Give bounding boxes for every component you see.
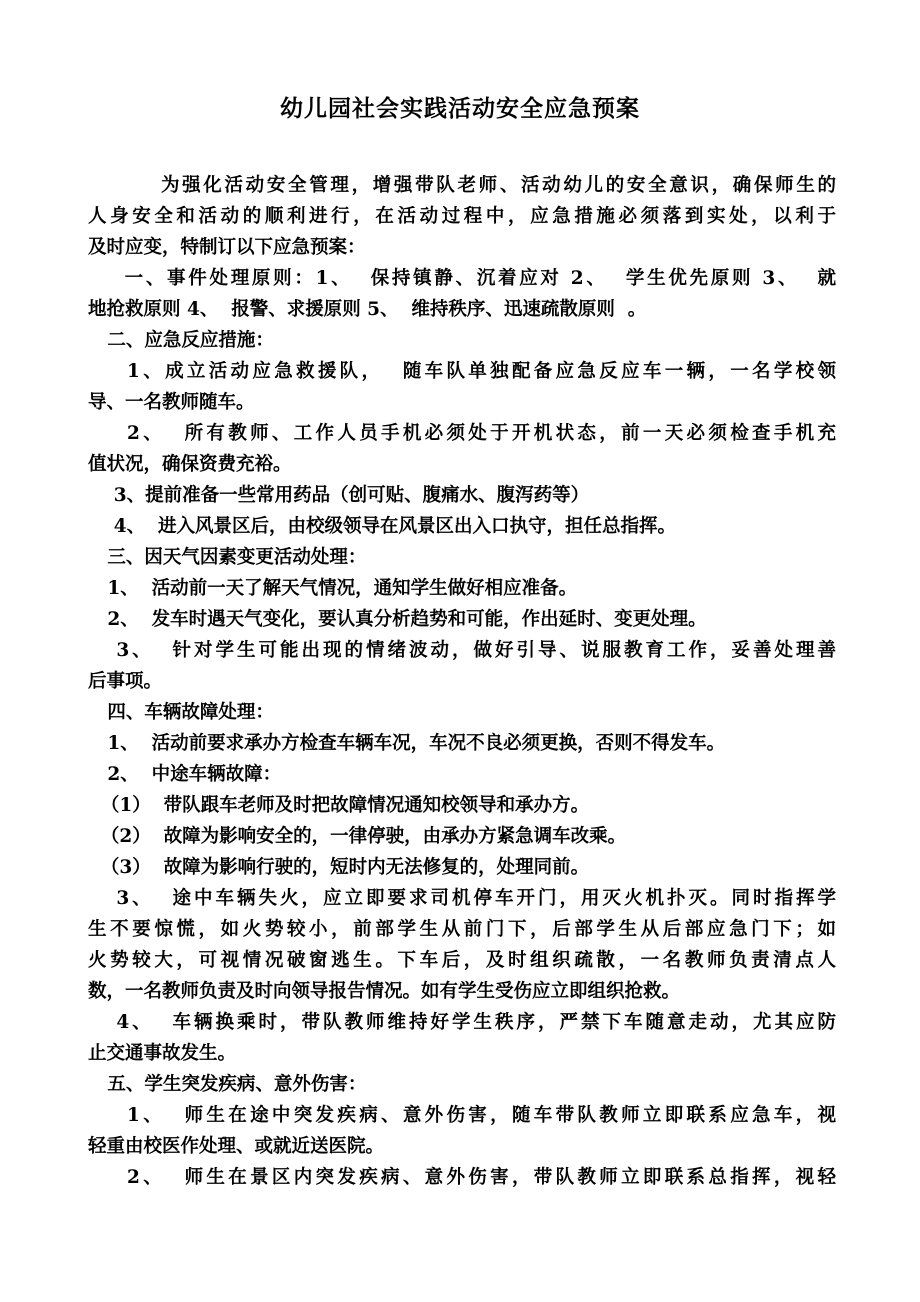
text-line: 后事项。 [88, 671, 163, 692]
text-line: 3、 针对学生可能出现的情绪波动，做好引导、说服教育工作，妥善处理善 [88, 640, 836, 661]
text-line: 止交通事故发生。 [88, 1043, 237, 1064]
text-line: 及时应变，特制订以下应急预案： [88, 237, 366, 258]
text-line: 2、 所有教师、工作人员手机必须处于开机状态，前一天必须检查手机充 [88, 423, 836, 444]
text-line: 人身安全和活动的顺利进行，在活动过程中，应急措施必须落到实处，以利于 [88, 206, 836, 227]
text-line: 值状况，确保资费充裕。 [88, 454, 292, 475]
text-line: 4、 车辆换乘时，带队教师维持好学生秩序，严禁下车随意走动，尤其应防 [88, 1012, 836, 1033]
text-line: 二、应急反应措施： [88, 330, 274, 351]
text-line: 轻重由校医作处理、或就近送医院。 [88, 1136, 385, 1157]
text-line: 1、 活动前一天了解天气情况，通知学生做好相应准备。 [88, 578, 578, 599]
text-line: 火势较大，可视情况破窗逃生。下车后，及时组织疏散，一名教师负责清点人 [88, 950, 836, 971]
text-line: 数，一名教师负责及时向领导报告情况。如有学生受伤应立即组织抢救。 [88, 981, 681, 1002]
text-line: 为强化活动安全管理，增强带队老师、活动幼儿的安全意识，确保师生的 [88, 175, 836, 196]
text-line: 1、成立活动应急救援队， 随车队单独配备应急反应车一辆，一名学校领 [88, 361, 836, 382]
text-line: 2、 发车时遇天气变化，要认真分析趋势和可能，作出延时、变更处理。 [88, 609, 707, 630]
text-line: （3） 故障为影响行驶的，短时内无法修复的，处理同前。 [88, 857, 590, 878]
text-line: 3、提前准备一些常用药品（创可贴、腹痛水、腹泻药等） [88, 485, 590, 506]
text-line: 五、学生突发疾病、意外伤害： [88, 1074, 367, 1095]
document-body [88, 170, 836, 1193]
text-line: 一、事件处理原则：1、 保持镇静、沉着应对 2、 学生优先原则 3、 就 [88, 268, 836, 289]
text-line: 导、一名教师随车。 [88, 392, 255, 413]
text-line: 4、 进入风景区后，由校级领导在风景区出入口执守，担任总指挥。 [88, 516, 677, 537]
text-line: 2、 中途车辆故障： [88, 764, 282, 785]
text-line: 三、因天气因素变更活动处理： [88, 547, 367, 568]
text-line: 1、 活动前要求承办方检查车辆车况，车况不良必须更换，否则不得发车。 [88, 733, 726, 754]
text-line: 1、 师生在途中突发疾病、意外伤害，随车带队教师立即联系应急车，视 [88, 1105, 836, 1126]
text-line: 四、车辆故障处理： [88, 702, 274, 723]
text-line: 生不要惊慌，如火势较小，前部学生从前门下，后部学生从后部应急门下；如 [88, 919, 836, 940]
text-line: （1） 带队跟车老师及时把故障情况通知校领导和承办方。 [88, 795, 590, 816]
text-line: （2） 故障为影响安全的，一律停驶，由承办方紧急调车改乘。 [88, 826, 627, 847]
text-line: 地抢救原则 4、 报警、求援原则 5、 维持秩序、迅速疏散原则 。 [88, 299, 647, 320]
text-line: 3、 途中车辆失火，应立即要求司机停车开门，用灭火机扑灭。同时指挥学 [88, 888, 836, 909]
document-title: 幼儿园社会实践活动安全应急预案 [280, 95, 640, 122]
text-line: 2、 师生在景区内突发疾病、意外伤害，带队教师立即联系总指挥，视轻 [88, 1167, 836, 1188]
